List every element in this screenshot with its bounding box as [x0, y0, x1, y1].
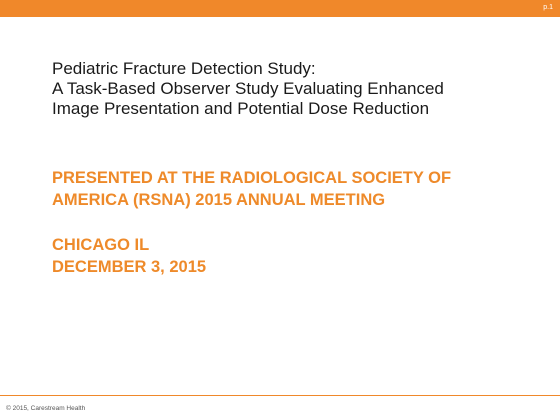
header-bar: [0, 0, 560, 17]
presented-line-2: AMERICA (RSNA) 2015 ANNUAL MEETING: [52, 191, 386, 209]
event-date: DECEMBER 3, 2015: [52, 258, 207, 276]
event-location: [52, 234, 452, 278]
title-line-3: Image Presentation and Potential Dose Reduction: [52, 99, 430, 118]
footer-divider: [0, 395, 560, 396]
page-number: p.1: [543, 4, 553, 11]
presented-line-1: PRESENTED AT THE RADIOLOGICAL SOCIETY OF: [52, 169, 452, 187]
title-line-2: A Task-Based Observer Study Evaluating Enhanced: [52, 79, 444, 98]
presented-at-text: [52, 167, 552, 211]
event-city: CHICAGO IL: [52, 236, 150, 254]
slide-title: [52, 59, 532, 119]
title-line-1: Pediatric Fracture Detection Study:: [52, 59, 316, 78]
copyright-notice: © 2015, Carestream Health: [6, 405, 86, 412]
